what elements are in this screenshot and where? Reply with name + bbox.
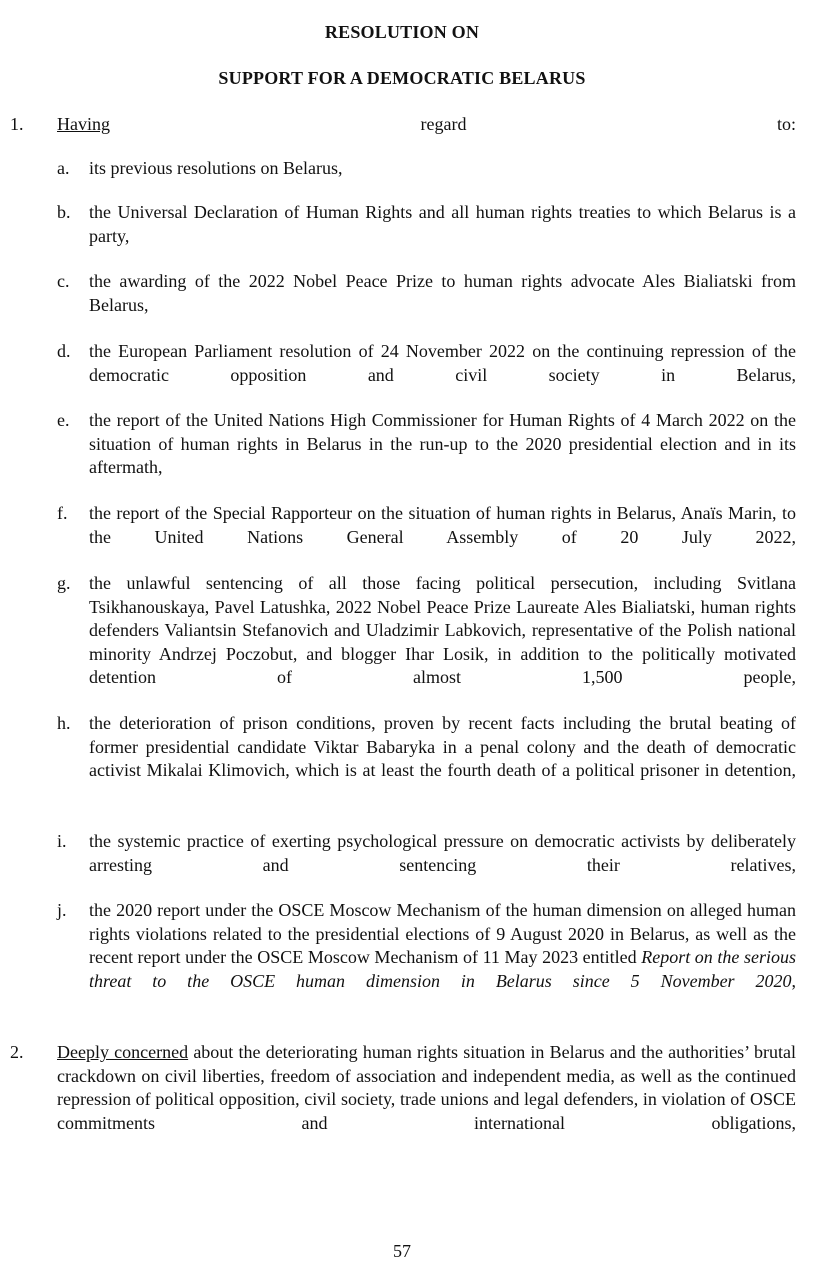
item-text: the awarding of the 2022 Nobel Peace Prize to human rights advocate Ales Bialiatski from Belarus, — [89, 271, 796, 315]
item-letter: j. — [57, 900, 67, 920]
item-text: the deterioration of prison conditions, proven by recent facts including the brutal beating of former presidential candidate Viktar Babaryka in a penal colony and the death of democratic activist Mikalai Klimovich, which is at least the fourth death of a political prisoner in detention, — [89, 713, 796, 780]
item-text: its previous resolutions on Belarus, — [89, 158, 343, 178]
item-letter: a. — [57, 158, 70, 178]
paragraph-text-rest: regard to: — [110, 114, 796, 134]
operative-lead-phrase: Deeply concerned — [57, 1042, 189, 1062]
document-title-line2: SUPPORT FOR A DEMOCRATIC BELARUS — [218, 68, 586, 88]
item-letter: c. — [57, 271, 70, 291]
item-letter: d. — [57, 341, 71, 361]
paragraph-number: 2. — [10, 1042, 24, 1062]
paragraph-number: 1. — [10, 114, 24, 134]
item-letter: e. — [57, 410, 70, 430]
item-text-end: , — [791, 970, 796, 991]
item-letter: i. — [57, 831, 67, 851]
item-text: the European Parliament resolution of 24 November 2022 on the continuing repression of the democratic opposition and civil society in Belarus, — [89, 341, 796, 385]
paragraph-text — [57, 113, 796, 160]
item-text: the systemic practice of exerting psychological pressure on democratic activists by deliberately arresting and sentencing their relatives, — [89, 831, 796, 875]
page-number: 57 — [393, 1241, 411, 1261]
item-letter: b. — [57, 202, 71, 222]
item-text-part: the 2020 report under the OSCE Moscow Mechanism of the human dimension on alleged human rights violations related to the presidential elections of 9 August 2020 in Belarus, as well as the recent report under the OSCE Moscow Mechanism of 11 May 2023 entitled — [89, 900, 796, 967]
operative-lead-phrase: Having — [57, 114, 110, 134]
item-text: the report of the Special Rapporteur on the situation of human rights in Belarus, Anaïs Marin, to the United Nations General Assembly of 20 July 2022, — [89, 503, 796, 547]
item-letter: f. — [57, 503, 68, 523]
document-title-line1: RESOLUTION ON — [324, 22, 480, 42]
paragraph-text — [57, 1041, 796, 1159]
report-title-italic: Report on the serious threat to the OSCE human dimension in Belarus since 5 November 2020 — [89, 947, 796, 991]
item-text: the report of the United Nations High Commissioner for Human Rights of 4 March 2022 on the situation of human rights in Belarus in the run-up to the 2020 presidential election and in its aftermath, — [89, 410, 796, 477]
item-text: the unlawful sentencing of all those facing political persecution, including Svitlana Tsikhanouskaya, Pavel Latushka, 2022 Nobel Peace Prize Laureate Ales Bialiatski, human rights defenders Valiantsin Stefanovich and Uladzimir Labkovich, representative of the Polish national minority Andrzej Poczobut, and blogger Ihar Losik, in addition to the politically motivated detention of almost 1,500 people, — [89, 573, 796, 687]
item-letter: h. — [57, 713, 71, 733]
item-text — [89, 899, 796, 1017]
item-text: the Universal Declaration of Human Rights and all human rights treaties to which Belarus is a party, — [89, 202, 796, 246]
item-letter: g. — [57, 573, 71, 593]
paragraph-text-rest: about the deteriorating human rights situation in Belarus and the authorities’ brutal crackdown on civil liberties, freedom of association and independent media, as well as the continued repression of political opposition, civil society, trade unions and legal defenders, in violation of OSCE commitments and international obligations, — [57, 1042, 796, 1133]
